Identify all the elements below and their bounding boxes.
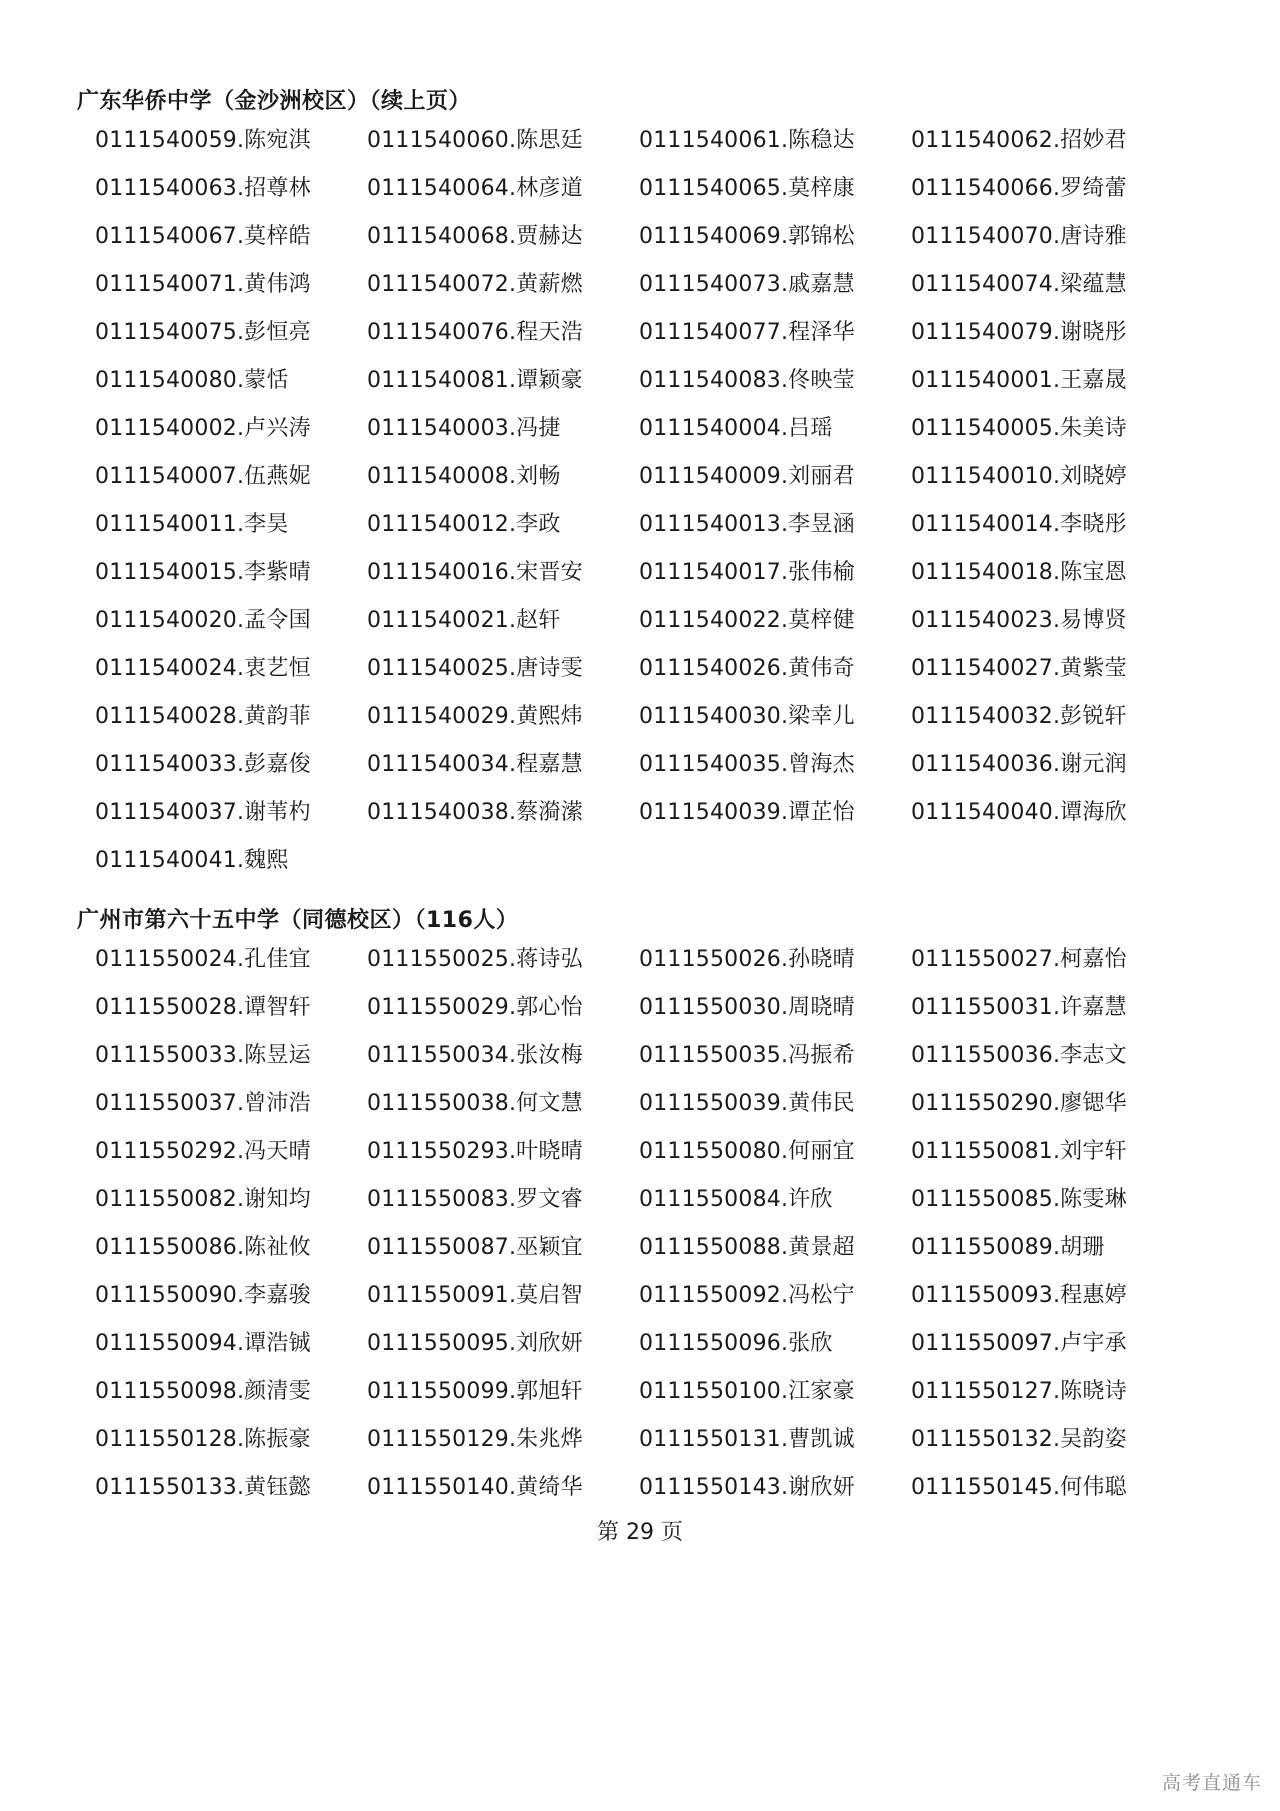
student-entry: 0111540039.谭芷怡: [639, 800, 855, 825]
student-entry: 0111550037.曾沛浩: [95, 1091, 311, 1116]
student-entry: 0111550140.黄绮华: [367, 1475, 583, 1500]
student-entry: 0111540035.曾海杰: [639, 752, 855, 777]
student-entry: 0111540020.孟令国: [95, 608, 311, 633]
student-entry: 0111550082.谢知均: [95, 1187, 311, 1212]
student-entry: 0111550090.李嘉骏: [95, 1283, 311, 1308]
student-entry: 0111540069.郭锦松: [639, 224, 855, 249]
section-heading-2: 广州市第六十五中学（同德校区）（116人）: [77, 908, 519, 933]
student-entry: 0111550143.谢欣妍: [639, 1475, 855, 1500]
student-entry: 0111540028.黄韵菲: [95, 704, 311, 729]
student-entry: 0111540040.谭海欣: [911, 800, 1127, 825]
student-entry: 0111540041.魏熙: [95, 848, 289, 873]
student-entry: 0111540076.程天浩: [367, 320, 583, 345]
student-entry: 0111550084.许欣: [639, 1187, 833, 1212]
student-entry: 0111540016.宋晋安: [367, 560, 583, 585]
student-entry: 0111540074.梁蕴慧: [911, 272, 1127, 297]
student-entry: 0111540003.冯捷: [367, 416, 561, 441]
student-entry: 0111550091.莫启智: [367, 1283, 583, 1308]
student-entry: 0111540034.程嘉慧: [367, 752, 583, 777]
student-entry: 0111540012.李政: [367, 512, 561, 537]
student-entry: 0111550083.罗文睿: [367, 1187, 583, 1212]
student-entry: 0111550038.何文慧: [367, 1091, 583, 1116]
student-entry: 0111550128.陈振豪: [95, 1427, 311, 1452]
student-entry: 0111550092.冯松宁: [639, 1283, 855, 1308]
student-entry: 0111540064.林彦道: [367, 176, 583, 201]
student-entry: 0111550099.郭旭轩: [367, 1379, 583, 1404]
student-entry: 0111540036.谢元润: [911, 752, 1127, 777]
student-entry: 0111550293.叶晓晴: [367, 1139, 583, 1164]
student-entry: 0111550127.陈晓诗: [911, 1379, 1127, 1404]
student-entry: 0111540065.莫梓康: [639, 176, 855, 201]
student-entry: 0111550094.谭浩铖: [95, 1331, 311, 1356]
student-entry: 0111540033.彭嘉俊: [95, 752, 311, 777]
student-entry: 0111540029.黄熙炜: [367, 704, 583, 729]
student-entry: 0111540060.陈思廷: [367, 128, 583, 153]
student-entry: 0111540083.佟映莹: [639, 368, 855, 393]
student-entry: 0111540075.彭恒亮: [95, 320, 311, 345]
student-entry: 0111540013.李昱涵: [639, 512, 855, 537]
watermark: 高考直通车: [1161, 1772, 1262, 1794]
student-entry: 0111540004.吕瑶: [639, 416, 833, 441]
student-entry: 0111550031.许嘉慧: [911, 995, 1127, 1020]
student-entry: 0111550145.何伟聪: [911, 1475, 1127, 1500]
student-entry: 0111550086.陈祉攸: [95, 1235, 311, 1260]
student-entry: 0111550098.颜清雯: [95, 1379, 311, 1404]
student-entry: 0111540001.王嘉晟: [911, 368, 1127, 393]
student-entry: 0111550029.郭心怡: [367, 995, 583, 1020]
student-entry: 0111540025.唐诗雯: [367, 656, 583, 681]
section-heading-1: 广东华侨中学（金沙洲校区）（续上页）: [77, 89, 472, 114]
student-entry: 0111540080.蒙恬: [95, 368, 289, 393]
student-entry: 0111550129.朱兆烨: [367, 1427, 583, 1452]
student-entry: 0111540023.易博贤: [911, 608, 1127, 633]
student-entry: 0111540017.张伟榆: [639, 560, 855, 585]
student-entry: 0111540011.李昊: [95, 512, 289, 537]
student-entry: 0111550030.周晓晴: [639, 995, 855, 1020]
student-entry: 0111550093.程惠婷: [911, 1283, 1127, 1308]
student-entry: 0111540024.衷艺恒: [95, 656, 311, 681]
student-entry: 0111550024.孔佳宜: [95, 947, 311, 972]
student-entry: 0111540081.谭颖豪: [367, 368, 583, 393]
student-entry: 0111540063.招尊林: [95, 176, 311, 201]
student-entry: 0111540008.刘畅: [367, 464, 561, 489]
student-entry: 0111550025.蒋诗弘: [367, 947, 583, 972]
student-entry: 0111540070.唐诗雅: [911, 224, 1127, 249]
student-entry: 0111550027.柯嘉怡: [911, 947, 1127, 972]
student-entry: 0111540014.李晓彤: [911, 512, 1127, 537]
student-entry: 0111550131.曹凯诚: [639, 1427, 855, 1452]
student-entry: 0111550039.黄伟民: [639, 1091, 855, 1116]
student-entry: 0111540079.谢晓彤: [911, 320, 1127, 345]
student-entry: 0111540061.陈稳达: [639, 128, 855, 153]
student-entry: 0111550080.何丽宜: [639, 1139, 855, 1164]
student-list-1: [95, 117, 1215, 885]
student-entry: 0111550081.刘宇轩: [911, 1139, 1127, 1164]
student-entry: 0111550292.冯天晴: [95, 1139, 311, 1164]
student-entry: 0111550089.胡珊: [911, 1235, 1105, 1260]
student-entry: 0111550034.张汝梅: [367, 1043, 583, 1068]
student-entry: 0111540032.彭锐轩: [911, 704, 1127, 729]
student-entry: 0111540059.陈宛淇: [95, 128, 311, 153]
student-entry: 0111540037.谢苇杓: [95, 800, 311, 825]
student-entry: 0111540077.程泽华: [639, 320, 855, 345]
student-entry: 0111550085.陈雯琳: [911, 1187, 1127, 1212]
student-entry: 0111540072.黄薪燃: [367, 272, 583, 297]
page-number: 第 29 页: [597, 1520, 683, 1545]
student-entry: 0111550088.黄景超: [639, 1235, 855, 1260]
student-entry: 0111550026.孙晓晴: [639, 947, 855, 972]
student-entry: 0111540022.莫梓健: [639, 608, 855, 633]
student-entry: 0111540010.刘晓婷: [911, 464, 1127, 489]
student-entry: 0111550035.冯振希: [639, 1043, 855, 1068]
student-entry: 0111540030.梁幸儿: [639, 704, 855, 729]
student-entry: 0111550290.廖锶华: [911, 1091, 1127, 1116]
student-entry: 0111540026.黄伟奇: [639, 656, 855, 681]
student-entry: 0111550036.李志文: [911, 1043, 1127, 1068]
student-entry: 0111540068.贾赫达: [367, 224, 583, 249]
student-entry: 0111540021.赵轩: [367, 608, 561, 633]
student-entry: 0111540007.伍燕妮: [95, 464, 311, 489]
student-entry: 0111540015.李紫晴: [95, 560, 311, 585]
student-entry: 0111550033.陈昱运: [95, 1043, 311, 1068]
student-entry: 0111550095.刘欣妍: [367, 1331, 583, 1356]
student-entry: 0111540073.戚嘉慧: [639, 272, 855, 297]
student-entry: 0111540018.陈宝恩: [911, 560, 1127, 585]
student-entry: 0111540062.招妙君: [911, 128, 1127, 153]
student-entry: 0111550132.吴韵姿: [911, 1427, 1127, 1452]
student-entry: 0111550133.黄钰懿: [95, 1475, 311, 1500]
student-entry: 0111540002.卢兴涛: [95, 416, 311, 441]
student-entry: 0111550097.卢宇承: [911, 1331, 1127, 1356]
student-entry: 0111540027.黄紫莹: [911, 656, 1127, 681]
student-entry: 0111550096.张欣: [639, 1331, 833, 1356]
student-entry: 0111540005.朱美诗: [911, 416, 1127, 441]
student-entry: 0111550087.巫颖宜: [367, 1235, 583, 1260]
student-entry: 0111540066.罗绮蕾: [911, 176, 1127, 201]
student-entry: 0111550100.江家豪: [639, 1379, 855, 1404]
student-entry: 0111540038.蔡漪潆: [367, 800, 583, 825]
student-entry: 0111540009.刘丽君: [639, 464, 855, 489]
student-entry: 0111540071.黄伟鸿: [95, 272, 311, 297]
student-entry: 0111540067.莫梓皓: [95, 224, 311, 249]
student-list-2: [95, 936, 1215, 1512]
student-entry: 0111550028.谭智轩: [95, 995, 311, 1020]
